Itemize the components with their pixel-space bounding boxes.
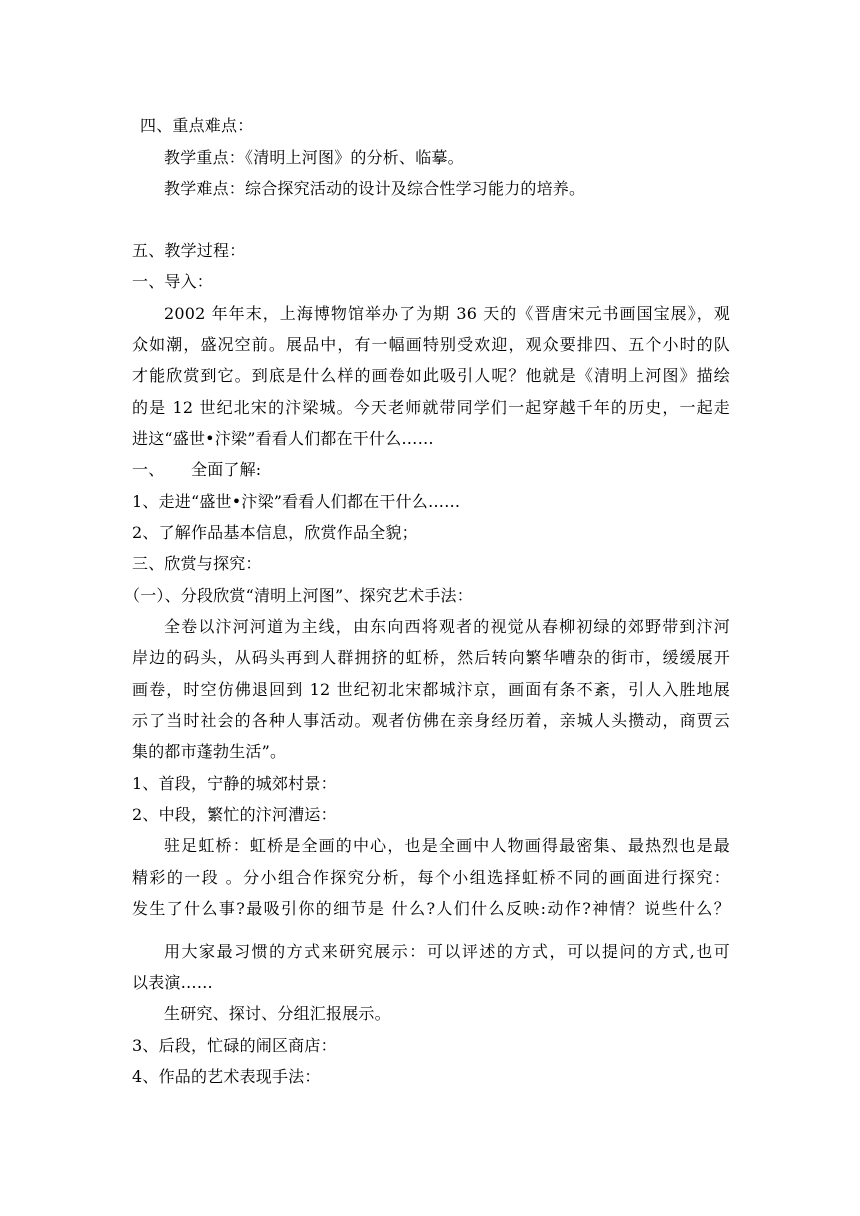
description-line: 岸边的码头，从码头再到人群拥挤的虹桥，然后转向繁华嘈杂的街市，缓缓展开 [132,648,730,667]
intro-heading: 一、导入： [132,272,214,291]
sub-heading: （一）、分段欣赏“清明上河图”、探究艺术手法： [124,586,473,605]
description-line: 示了当时社会的各种人事活动。观者仿佛在亲身经历着，亲城人头攒动，商贾云 [132,711,730,730]
bridge-line: 驻足虹桥：虹桥是全画的中心，也是全画中人物画得最密集、最热烈也是最 [164,836,730,855]
description-line: 画卷，时空仿佛退回到 12 世纪初北宋都城汴京，画面有条不紊，引人入胜地展 [132,680,730,699]
intro-line: 才能欣赏到它。到底是什么样的画卷如此吸引人呢？他就是《清明上河图》描绘 [132,366,730,385]
section4-heading: 四、重点难点： [140,116,254,135]
segment-item: 2、中段，繁忙的汴河漕运： [132,805,337,824]
overview-heading-text: 全面了解: [191,460,262,479]
description-line: 全卷以汴河河道为主线，由东向西将观者的视觉从春柳初绿的郊野带到汴河 [164,617,730,636]
intro-line: 众如潮，盛况空前。展品中，有一幅画特别受欢迎，观众要排四、五个小时的队 [132,335,730,354]
method-line: 以表演…… [132,973,214,992]
overview-item: 2、了解作品基本信息，欣赏作品全貌； [132,523,418,542]
segment-item: 1、首段，宁静的城郊村景： [132,774,337,793]
section5-heading: 五、教学过程： [132,241,246,260]
bridge-line: 发生了什么事?最吸引你的细节是 什么?人们什么反映:动作?神情？说些什么？ [132,899,730,918]
student-activity: 生研究、探讨、分组汇报展示。 [164,1004,391,1023]
segment-item: 4、作品的艺术表现手法： [132,1067,321,1086]
method-line: 用大家最习惯的方式来研究展示：可以评述的方式，可以提问的方式,也可 [164,942,730,961]
description-line: 集的都市蓬勃生活”。 [132,742,287,761]
appreciation-heading: 三、欣赏与探究： [132,554,262,573]
bridge-line: 精彩的一段 。分小组合作探究分析，每个小组选择虹桥不同的画面进行探究： [132,868,730,887]
overview-heading-number: 一、 [132,460,165,479]
intro-line: 2002 年年末，上海博物馆举办了为期 36 天的《晋唐宋元书画国宝展》，观 [164,304,730,323]
intro-line: 的是 12 世纪北宋的汴梁城。今天老师就带同学们一起穿越千年的历史，一起走 [132,398,730,417]
segment-item: 3、后段，忙碌的闹区商店： [132,1036,337,1055]
key-point: 教学重点：《清明上河图》的分析、临摹。 [164,148,464,167]
difficult-point: 教学难点：综合探究活动的设计及综合性学习能力的培养。 [164,179,586,198]
overview-item: 1、走进“盛世•汴梁”看看人们都在干什么…… [132,492,461,511]
intro-line: 进这“盛世•汴梁”看看人们都在干什么…… [132,429,434,448]
